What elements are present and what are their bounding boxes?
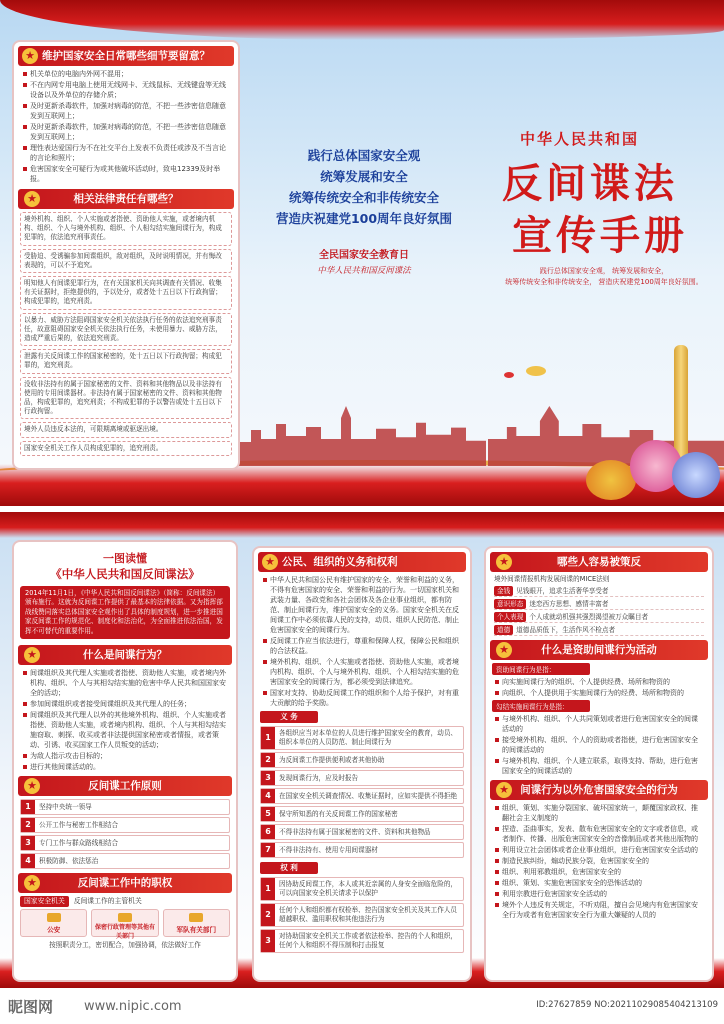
other-act-item: 组织、策划、实施分裂国家、破坏国家统一，颠覆国家政权、推翻社会主义制度的 xyxy=(494,803,704,823)
item-text: 发现间谍行为，应及时报告 xyxy=(279,773,359,782)
right-item xyxy=(260,929,464,953)
mice-text: 个人成就动机强其强烈渴望被万众瞩目者 xyxy=(529,613,649,622)
star-icon: ★ xyxy=(496,782,512,798)
law-text: 境外机构、组织、个人实施或者指使、资助他人实施，或者境内机构、组织、个人与境外机构、组织、个人相勾结实施间谍行为，构成犯罪的，依法追究刑事责任。 xyxy=(24,215,222,242)
law-text: 没收非法持有的属于国家秘密的文件、资料和其他物品以及非法持有使用的专用间谍器材。非法持有属于国家秘密的文件、资料和其他物品，构成犯罪的，追究刑责；不构成犯罪的予以警告或处十五日以下行政拘留。 xyxy=(24,379,222,416)
section-obligations-rights: ★ 公民、组织的义务和权利 xyxy=(258,552,466,572)
daily-detail-item: 机关单位的电脑内外网不混用； xyxy=(22,69,230,79)
other-act-item: 利用设立社会团体或者企业事业组织，进行危害国家安全活动的 xyxy=(494,845,704,855)
star-icon: ★ xyxy=(22,48,38,64)
law-item xyxy=(20,441,232,456)
espionage-definition-item: 为敌人指示攻击目标的； xyxy=(22,751,228,761)
obligation-intro-item: 境外机构、组织、个人实施或者指使、资助他人实施，或者境内机构、组织、个人与境外机构、组织、个人相勾结实施的危害国家安全的间谍行为，都必须受到法律追究。 xyxy=(262,657,462,687)
watermark-logo: 昵图网 xyxy=(8,998,54,1016)
law-item xyxy=(20,313,232,347)
cover-title-line1: 反间谍法 xyxy=(502,160,678,207)
left-inner-panel xyxy=(14,542,236,980)
star-icon: ★ xyxy=(24,875,40,891)
daily-detail-item: 及时更新杀毒软件，加强对病毒的防范，不把一些涉密信息随意发到互联网上； xyxy=(22,122,230,142)
law-item xyxy=(20,377,232,420)
role-card-police: 公安 xyxy=(20,909,87,937)
mice-item xyxy=(494,599,704,610)
item-number: 2 xyxy=(261,904,275,926)
mice-intro: 境外间谍情报机构发展间谍的MICE法则 xyxy=(494,575,610,583)
item-text: 因协助反间谍工作，本人或其近亲属的人身安全面临危险的，可以向国家安全机关请求予以保护 xyxy=(279,880,458,897)
item-number: 5 xyxy=(261,807,275,821)
principle-item xyxy=(20,817,230,833)
mice-tag: 道德 xyxy=(494,625,513,635)
duty-item xyxy=(260,806,464,822)
role-card-secrecy: 保密行政管理等其他有关部门 xyxy=(91,909,158,937)
section-who-turned: ★ 哪些人容易被策反 xyxy=(490,552,708,572)
roles-row xyxy=(20,909,230,941)
slogan-line: 营造庆祝建党100周年良好氛围 xyxy=(275,211,453,226)
cover-title-line2: 宣传手册 xyxy=(512,212,688,259)
daily-detail-item: 危害国家安全可疑行为或其他破坏活动时，致电12339及时举报。 xyxy=(22,164,230,184)
section-principles: ★ 反间谍工作原则 xyxy=(18,776,232,796)
item-text: 积极防御、依法惩治 xyxy=(39,856,99,865)
item-number: 7 xyxy=(261,843,275,857)
espionage-definition-list xyxy=(14,668,236,772)
item-text: 公开工作与秘密工作相结合 xyxy=(39,820,119,829)
mice-tag: 个人表现 xyxy=(494,612,526,622)
espionage-definition-item: 间谍组织及其代理人实施或者指使、资助他人实施，或者境内外机构、组织、个人与其相勾结实施的危害中华人民共和国国家安全的活动； xyxy=(22,668,228,698)
daily-detail-item: 及时更新杀毒软件，加强对病毒的防范，不把一些涉密信息随意发到互联网上； xyxy=(22,101,230,121)
funding-item: 向实施间谍行为的组织、个人提供经费、场所和物资的 xyxy=(494,677,704,687)
item-number: 3 xyxy=(21,836,35,850)
principle-item xyxy=(20,853,230,869)
rights-list xyxy=(254,877,470,953)
item-number: 4 xyxy=(21,854,35,868)
star-icon: ★ xyxy=(24,191,40,207)
city-skyline xyxy=(236,406,486,466)
legal-liability-list xyxy=(14,212,238,456)
education-day-subtitle: 中华人民共和国反间谍法 xyxy=(317,266,411,276)
star-icon: ★ xyxy=(24,647,40,663)
collusion-list xyxy=(486,714,712,776)
item-number: 1 xyxy=(261,878,275,900)
item-text: 不得非法持有属于国家秘密的文件、资料和其他物品 xyxy=(279,827,431,836)
brochure-inner-sheet xyxy=(0,512,724,988)
item-text: 为反间谍工作提供便利或者其他协助 xyxy=(279,755,385,764)
star-icon: ★ xyxy=(262,554,278,570)
law-text: 明知他人有间谍犯罪行为，在有关国家机关向其调查有关情况、收集有关证据时，拒绝提供的，予以处分，或者处十五日以下行政拘留；构成犯罪的，追究刑责。 xyxy=(24,279,222,306)
reading-title: 一图读懂 xyxy=(103,552,147,565)
law-item xyxy=(20,249,232,273)
section-daily-details-header: ★ 维护国家安全日常哪些细节要留意？ xyxy=(18,46,234,66)
other-act-item: 组织、策划、实施危害国家安全的恐怖活动的 xyxy=(494,878,704,888)
watermark-url: www.nipic.com xyxy=(84,999,182,1014)
other-act-item: 制造民族纠纷，煽动民族分裂，危害国家安全的 xyxy=(494,856,704,866)
collusion-item: 与境外机构、组织、个人建立联系，取得支持、帮助，进行危害国家安全的间谍活动的 xyxy=(494,756,704,776)
obligations-intro-list xyxy=(254,575,470,708)
law-item xyxy=(20,276,232,310)
collusion-item: 接受境外机构、组织、个人的资助或者指使，进行危害国家安全的间谍活动的 xyxy=(494,735,704,755)
star-icon: ★ xyxy=(496,642,512,658)
slogan-line: 践行总体国家安全观 xyxy=(307,148,421,163)
duty-item xyxy=(260,842,464,858)
law-text: 泄露有关反间谍工作的国家秘密的，处十五日以下行政拘留；构成犯罪的，追究刑责。 xyxy=(24,352,222,370)
section-funding: ★ 什么是资助间谍行为活动 xyxy=(490,640,708,660)
espionage-definition-item: 进行其他间谍活动的。 xyxy=(22,762,228,772)
role-card-military: 军队有关部门 xyxy=(163,909,230,937)
other-acts-list xyxy=(486,803,712,920)
daily-detail-item: 不在内网专用电脑上使用无线网卡、无线鼠标、无线键盘等无线设备以及外单位的存储介质； xyxy=(22,80,230,100)
principle-item xyxy=(20,799,230,815)
law-text: 国家安全机关工作人员构成犯罪的，追究刑责。 xyxy=(24,443,163,452)
duty-item xyxy=(260,726,464,750)
funding-list xyxy=(486,677,712,698)
other-act-item: 境外个人违反有关规定，不听劝阻，擅自会见境内有危害国家安全行为或者有危害国家安全行为重大嫌疑的人员的 xyxy=(494,900,704,920)
law-item xyxy=(20,349,232,373)
espionage-definition-item: 参加间谍组织或者接受间谍组织及其代理人的任务； xyxy=(22,699,228,709)
slogan-line: 统筹发展和安全 xyxy=(320,169,408,184)
item-number: 1 xyxy=(261,727,275,749)
obligation-intro-item: 反间谍工作应当依法进行，尊重和保障人权，保障公民和组织的合法权益。 xyxy=(262,636,462,656)
slogan-block xyxy=(252,145,476,229)
item-text: 专门工作与群众路线相结合 xyxy=(39,838,119,847)
middle-inner-panel xyxy=(254,548,470,980)
item-number: 1 xyxy=(21,800,35,814)
law-text: 以暴力、威胁方法阻碍国家安全机关依法执行任务的依法追究刑事责任，故意阻碍国家安全机关依法执行任务，未使用暴力、威胁方法，造成严重后果的，依法追究刑责。 xyxy=(24,315,222,343)
law-text: 境外人员违反本法的，可限期离境或驱逐出境。 xyxy=(24,425,163,434)
law-item xyxy=(20,422,232,437)
star-icon: ★ xyxy=(496,554,512,570)
other-act-item: 捏造、歪曲事实，发表、散布危害国家安全的文字或者信息，或者制作、传播、出版危害国家安全的音像制品或者其他出版物的 xyxy=(494,824,704,844)
item-text: 在国家安全机关调查情况、收集证据时，应如实提供不得拒绝 xyxy=(279,791,458,800)
funding-item: 向组织、个人提供用于实施间谍行为的经费、场所和物资的 xyxy=(494,688,704,698)
item-text: 坚持中央统一领导 xyxy=(39,802,92,811)
flower-decoration xyxy=(586,460,636,500)
top-ribbon xyxy=(0,0,724,40)
item-text: 对协助国家安全机关工作或者依法检举、控告的个人和组织，任何个人和组织不得压制和打击报复 xyxy=(279,932,458,949)
dove-icon xyxy=(526,366,546,376)
duties-list xyxy=(254,726,470,858)
principle-item xyxy=(20,835,230,851)
collusion-item: 与境外机构、组织、个人共同策划或者进行危害国家安全的间谍活动的 xyxy=(494,714,704,734)
duty-item xyxy=(260,788,464,804)
mice-tag: 意识形态 xyxy=(494,599,526,609)
brochure-outer-sheet xyxy=(0,0,724,506)
daily-detail-item: 理性表达爱国行为不在社交平台上发表不负责任或涉及不当言论的言论和照片； xyxy=(22,143,230,163)
mice-list xyxy=(486,586,712,636)
left-panel-outer xyxy=(14,42,238,468)
duty-label: 国家安全机关 xyxy=(20,896,69,907)
mice-item xyxy=(494,586,704,597)
mice-tag: 金钱 xyxy=(494,586,513,596)
mice-text: 见钱眼开，追求生活奢华享受者 xyxy=(516,587,609,596)
duty-row xyxy=(20,896,230,907)
watermark-id: ID:27627859 NO:20211029085404213109 xyxy=(536,1000,718,1010)
duty-item xyxy=(260,824,464,840)
item-number: 2 xyxy=(261,753,275,767)
cover-small-title: 中华人民共和国 xyxy=(520,130,640,148)
daily-details-list xyxy=(14,69,238,184)
section-legal-liability-header: ★ 相关法律责任有哪些？ xyxy=(18,189,234,209)
collude-label: 勾结实施间谍行为是指： xyxy=(492,700,590,712)
section-duties-powers: ★ 反间谍工作中的职权 xyxy=(18,873,232,893)
star-icon: ★ xyxy=(24,778,40,794)
espionage-definition-item: 间谍组织及其代理人以外的其他境外机构、组织、个人实施或者指使、资助他人实施，或者境内机构、组织、个人与其相勾结实施窃取、刺探、收买或者非法提供国家秘密或者情报，或者策动、引诱、收买国家工作人员叛变的活动； xyxy=(22,710,228,750)
item-number: 6 xyxy=(261,825,275,839)
mice-item xyxy=(494,612,704,623)
education-day-block xyxy=(252,248,476,278)
item-text: 不得非法持有、使用专用间谍器材 xyxy=(279,845,378,854)
rights-subheader: 权 利 xyxy=(260,862,318,874)
other-act-item: 利用宗教进行危害国家安全活动的 xyxy=(494,889,704,899)
section-other-acts: ★ 间谍行为以外危害国家安全的行为 xyxy=(490,780,708,800)
section-what-is-espionage: ★ 什么是间谍行为？ xyxy=(18,645,232,665)
right-item xyxy=(260,903,464,927)
item-number: 3 xyxy=(261,771,275,785)
item-text: 保守所知悉的有关反间谍工作的国家秘密 xyxy=(279,809,398,818)
right-inner-panel xyxy=(486,548,712,980)
intro-box: 2014年11月1日，《中华人民共和国反间谍法》（简称：反间谍法）颁布施行。这就为反间谍工作提供了最基本的法律依据。又为指挥部战线赞同落实总体国家安全观作出了具体的制度规划，进一步推进国家反间谍工作的规范化、制度化和法治化，为全面推进依法治国，发挥不可替代的重要作用。 xyxy=(20,586,230,639)
huabiao-column xyxy=(674,345,688,465)
duty-item xyxy=(260,770,464,786)
duty-subheader: 义 务 xyxy=(260,711,318,723)
law-text: 受胁迫、受诱骗参加间谍组织，敌对组织，及时说明情况，并有悔改表现的，可以不予追究。 xyxy=(24,251,222,269)
flower-decoration xyxy=(672,452,720,498)
mice-item xyxy=(494,625,704,636)
other-act-item: 组织、利用邪教组织，危害国家安全的 xyxy=(494,867,704,877)
cover-tagline: 践行总体国家安全观， 统筹发展和安全， 统筹传统安全和非传统安全， 营造庆祝建党100周年良好氛围。 xyxy=(505,267,703,286)
obligation-intro-item: 中华人民共和国公民有维护国家的安全、荣誉和利益的义务，不得有危害国家的安全、荣誉和利益的行为。一切国家机关和武装力量、各政党和各社会团体及各企业事业组织，都有防范、制止间谍行为，维护国家安全的义务。国家安全机关在反间谍工作中必须依靠人民的支持，动员、组织人民防范、制止危害国家安全的间谍行为。 xyxy=(262,575,462,635)
mice-text: 道德品质低下，生活作风不检点者 xyxy=(516,626,616,635)
law-item xyxy=(20,212,232,246)
aid-label: 资助间谍行为是指： xyxy=(492,663,590,675)
item-number: 3 xyxy=(261,930,275,952)
item-number: 2 xyxy=(21,818,35,832)
duty-text: 反间谍工作的主管机关 xyxy=(73,897,142,906)
duty-item xyxy=(260,752,464,768)
inner-top-ribbon xyxy=(0,512,724,538)
right-item xyxy=(260,877,464,901)
obligation-intro-item: 国家对支持、协助反间谍工作的组织和个人给予保护，对有重大贡献的给予奖励。 xyxy=(262,688,462,708)
duty-footer: 按照职责分工，密切配合，加强协调，依法做好工作 xyxy=(49,941,201,950)
item-number: 4 xyxy=(261,789,275,803)
principles-list xyxy=(14,799,236,869)
item-text: 各组织应当对本单位的人员进行维护国家安全的教育，动员、组织本单位的人员防范、制止间谍行为 xyxy=(279,729,458,746)
law-title: 《中华人民共和国反间谍法》 xyxy=(50,567,200,581)
mice-text: 迷恋西方思想、感情丰富者 xyxy=(529,600,609,609)
bird-icon xyxy=(504,372,514,378)
item-text: 任何个人和组织都有权检举、控告国家安全机关及其工作人员超越职权、滥用职权和其他违法行为 xyxy=(279,906,458,923)
education-day-title: 全民国家安全教育日 xyxy=(319,250,409,261)
slogan-line: 统筹传统安全和非传统安全 xyxy=(288,190,439,205)
